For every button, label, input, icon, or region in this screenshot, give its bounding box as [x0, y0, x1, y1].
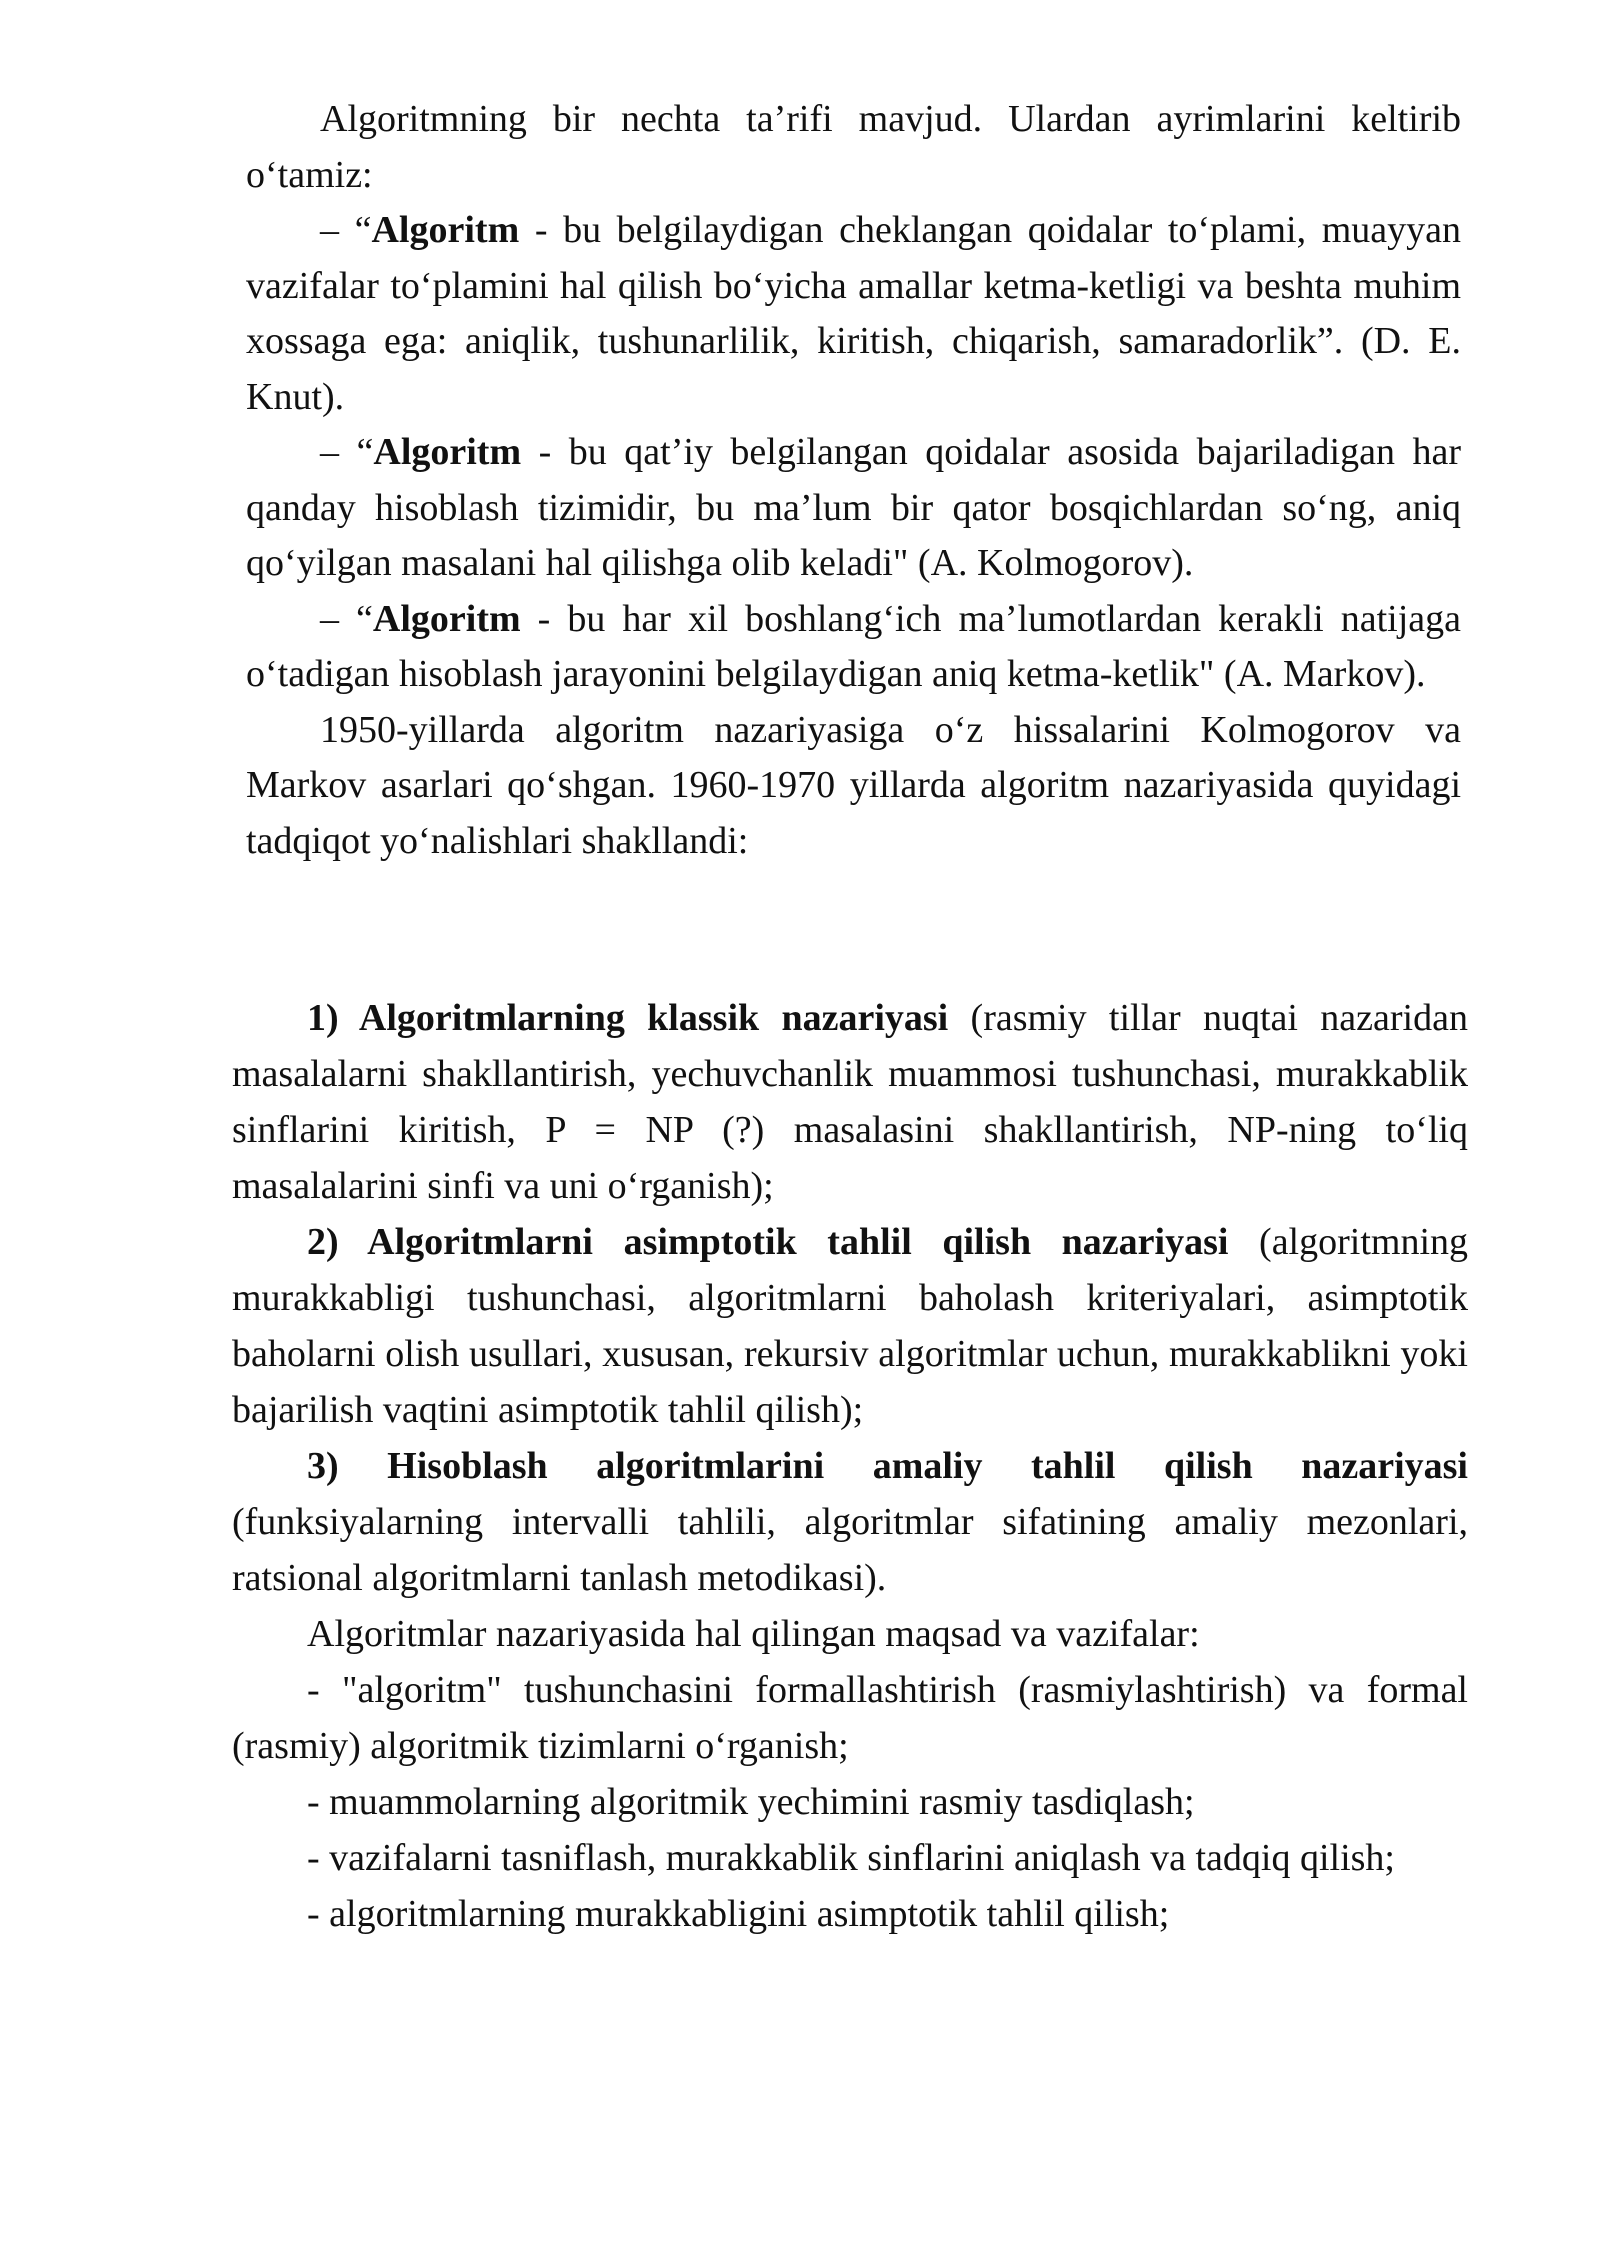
history-paragraph: 1950-yillarda algoritm nazariyasiga o‘z hissalarini Kolmogorov va Markov asarlari qo‘shgan. 1960-1970 yillarda algoritm nazariyasida quyidagi tadqiqot yo‘nalishlari shakllandi:: [246, 708, 1461, 862]
definition-knuth: [246, 203, 1461, 425]
direction-asymptotic: [232, 1214, 1468, 1438]
goal-item: - algoritmlarning murakkabligini asimptotik tahlil qilish;: [307, 1893, 1170, 1935]
definitions-section: [246, 92, 1461, 869]
goal-item: - "algoritm" tushunchasini formallashtirish (rasmiylashtirish) va formal (rasmiy) algoritmik tizimlarni o‘rganish;: [232, 1669, 1468, 1767]
definition-term: Algoritm: [372, 597, 521, 640]
direction-text: (funksiyalarning intervalli tahlili, algoritmlar sifatining amaliy mezonlari, ratsional algoritmlarni tanlash metodikasi).: [232, 1501, 1468, 1599]
intro-paragraph: Algoritmning bir nechta ta’rifi mavjud. Ulardan ayrimlarini keltirib o‘tamiz:: [246, 98, 1461, 196]
goal-item: - vazifalarni tasniflash, murakkablik sinflarini aniqlash va tadqiq qilish;: [307, 1837, 1395, 1879]
direction-text: (algoritmning murakkabligi tushunchasi, algoritmlarni baholash kriteriyalari, asimptotik baholarni olish usullari, xususan, rekursiv algoritmlar uchun, murakkablikni yoki bajarilish vaqtini asimptotik tahlil qilish);: [232, 1221, 1469, 1431]
direction-heading: 2) Algoritmlarni asimptotik tahlil qilish nazariyasi: [307, 1221, 1229, 1263]
definition-term: Algoritm: [371, 209, 520, 251]
direction-classic: [232, 990, 1468, 1214]
definition-text: - bu qat’iy belgilangan qoidalar asosida bajariladigan har qanday hisoblash tizimidir, bu ma’lum bir qator bosqichlardan so‘ng, aniq qo‘yilgan masalani hal qilishga olib keladi" (A. Kolmogorov).: [246, 431, 1461, 584]
definition-lead: – “: [320, 209, 372, 251]
directions-section: [232, 990, 1468, 1942]
goals-title: Algoritmlar nazariyasida hal qilingan maqsad va vazifalar:: [307, 1613, 1200, 1655]
definition-lead: – “: [320, 431, 374, 473]
direction-heading: 3) Hisoblash algoritmlarini amaliy tahlil qilish nazariyasi: [307, 1445, 1468, 1487]
definition-kolmogorov: [246, 425, 1461, 592]
definition-markov: [246, 592, 1461, 703]
definition-lead: – “: [320, 597, 373, 640]
goal-item: - muammolarning algoritmik yechimini rasmiy tasdiqlash;: [307, 1781, 1195, 1823]
direction-heading: 1) Algoritmlarning klassik nazariyasi: [307, 997, 949, 1039]
definition-term: Algoritm: [373, 431, 522, 473]
definition-text: - bu har xil boshlang‘ich ma’lumotlardan kerakli natijaga o‘tadigan hisoblash jarayonini belgilaydigan aniq ketma-ketlik" (A. Markov).: [246, 597, 1461, 695]
direction-practical: [232, 1438, 1468, 1606]
direction-text: (rasmiy tillar nuqtai nazaridan masalalarni shakllantirish, yechuvchanlik muammosi tushunchasi, murakkablik sinflarini kiritish, P = NP (?) masalasini shakllantirish, NP-ning to‘liq masalalarini sinfi va uni o‘rganish);: [232, 997, 1468, 1207]
definition-text: - bu belgilaydigan cheklangan qoidalar to‘plami, muayyan vazifalar to‘plamini hal qilish bo‘yicha amallar ketma-ketligi va beshta muhim xossaga ega: aniqlik, tushunarlilik, kiritish, chiqarish, samaradorlik”. (D. E. Knut).: [246, 209, 1461, 418]
